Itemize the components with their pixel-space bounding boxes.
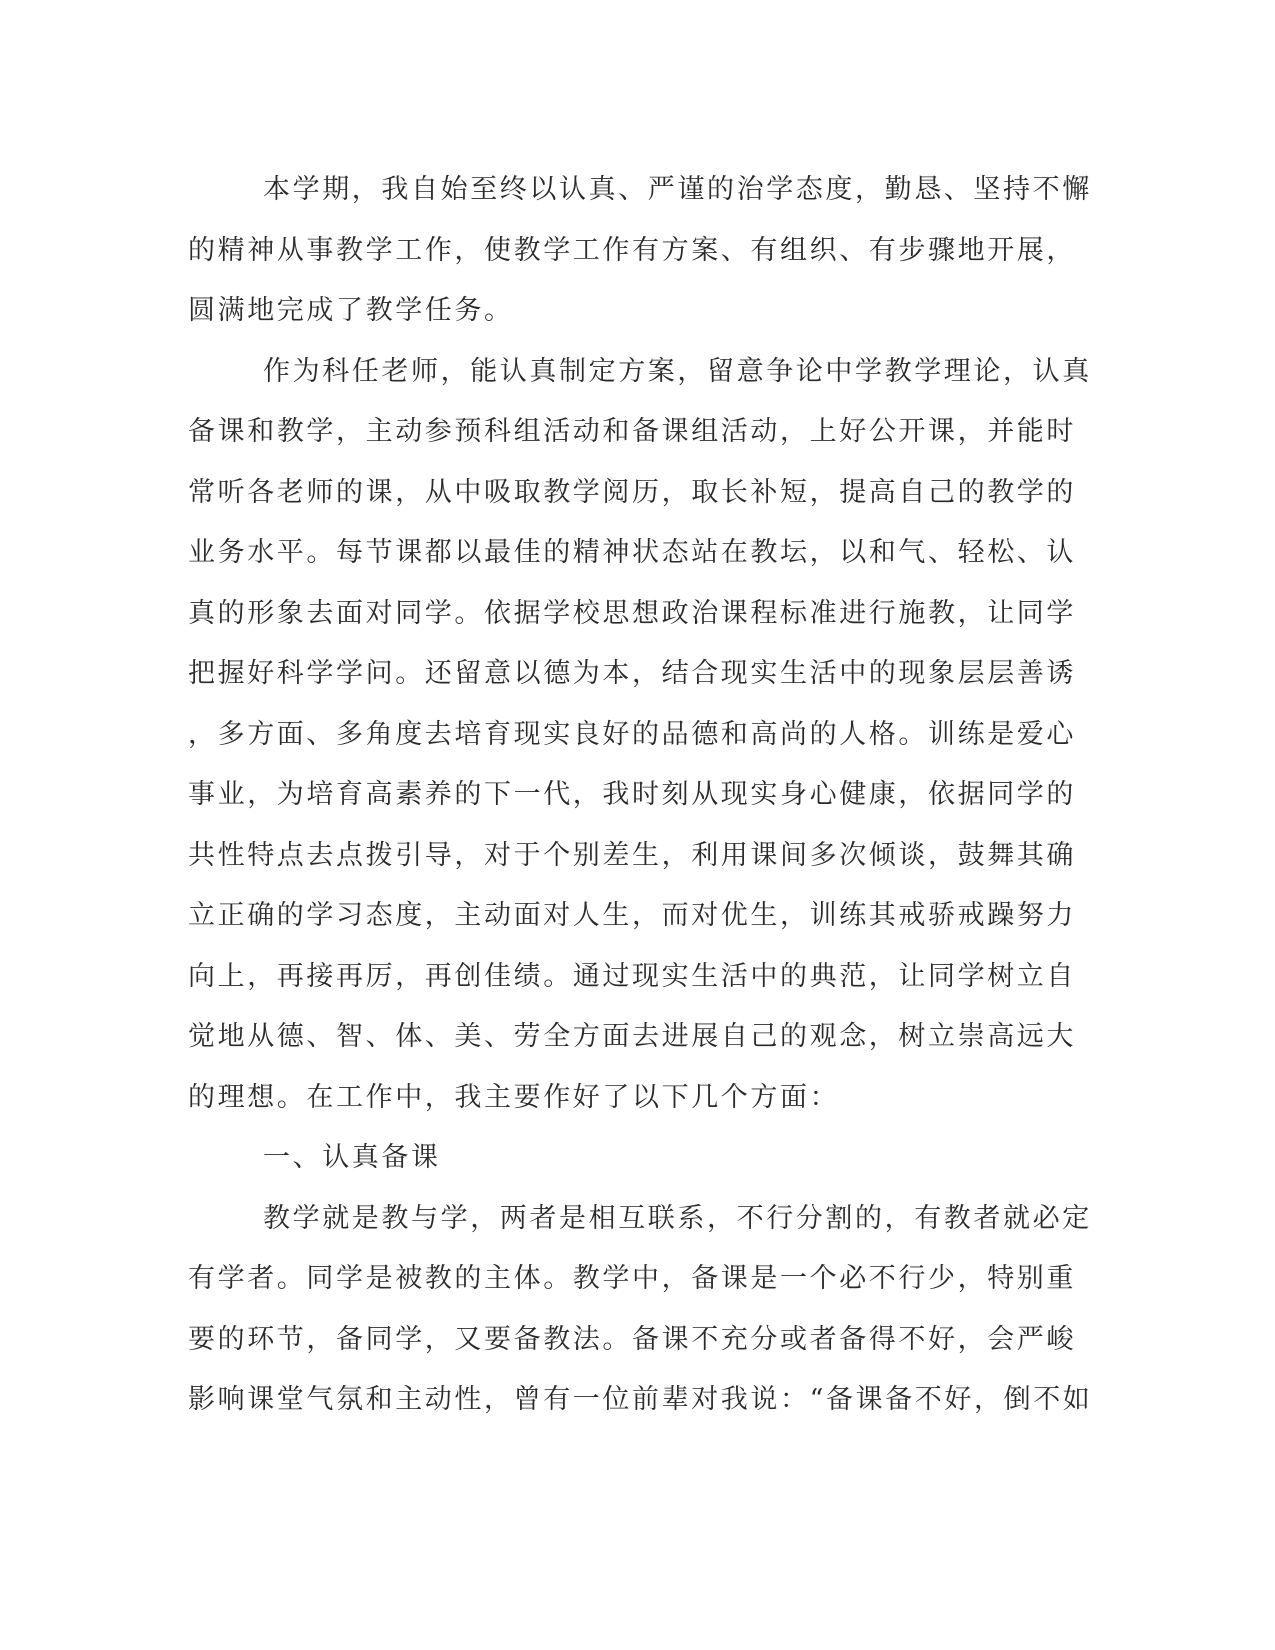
text-line: 要的环节，备同学，又要备教法。备课不充分或者备得不好，会严峻 <box>188 1323 1076 1355</box>
text-line: 本学期，我自始至终以认真、严谨的治学态度，勤恳、坚持不懈 <box>263 174 1092 205</box>
text-line: 真的形象去面对同学。依据学校思想政治课程标准进行施教，让同学 <box>188 597 1076 629</box>
text-line: 向上，再接再厉，再创佳绩。通过现实生活中的典范，让同学树立自 <box>188 960 1076 992</box>
text-line: 备课和教学，主动参预科组活动和备课组活动，上好公开课，并能时 <box>188 416 1076 447</box>
text-line: 圆满地完成了教学任务。 <box>188 295 514 326</box>
text-line: 常听各老师的课，从中吸取教学阅历，取长补短，提高自己的教学的 <box>188 476 1076 508</box>
text-line: 的理想。在工作中，我主要作好了以下几个方面： <box>188 1081 840 1113</box>
text-line: 有学者。同学是被教的主体。教学中，备课是一个必不行少，特别重 <box>188 1263 1076 1294</box>
text-line: 共性特点去点拨引导，对于个别差生，利用课间多次倾谈，鼓舞其确 <box>188 839 1076 871</box>
text-line: 觉地从德、智、体、美、劳全方面去进展自己的观念，树立崇高远大 <box>188 1021 1076 1052</box>
text-line: 教学就是教与学，两者是相互联系，不行分割的，有教者就必定 <box>263 1202 1092 1234</box>
text-line: 业务水平。每节课都以最佳的精神状态站在教坛，以和气、轻松、认 <box>188 537 1076 568</box>
text-line: 的精神从事教学工作，使教学工作有方案、有组织、有步骤地开展， <box>188 234 1076 266</box>
body-text <box>188 160 1093 1431</box>
section-heading: 一、认真备课 <box>263 1142 441 1173</box>
text-line: 把握好科学学问。还留意以德为本，结合现实生活中的现象层层善诱 <box>188 658 1076 689</box>
text-line: 作为科任老师，能认真制定方案，留意争论中学教学理论，认真 <box>263 355 1092 387</box>
text-line: 事业，为培育高素养的下一代，我时刻从现实身心健康，依据同学的 <box>188 779 1076 810</box>
text-line: 立正确的学习态度，主动面对人生，而对优生，训练其戒骄戒躁努力 <box>188 900 1076 931</box>
text-line: ，多方面、多角度去培育现实良好的品德和高尚的人格。训练是爱心 <box>188 718 1076 750</box>
text-line: 影响课堂气氛和主动性，曾有一位前辈对我说：“备课备不好，倒不如 <box>188 1384 1093 1415</box>
